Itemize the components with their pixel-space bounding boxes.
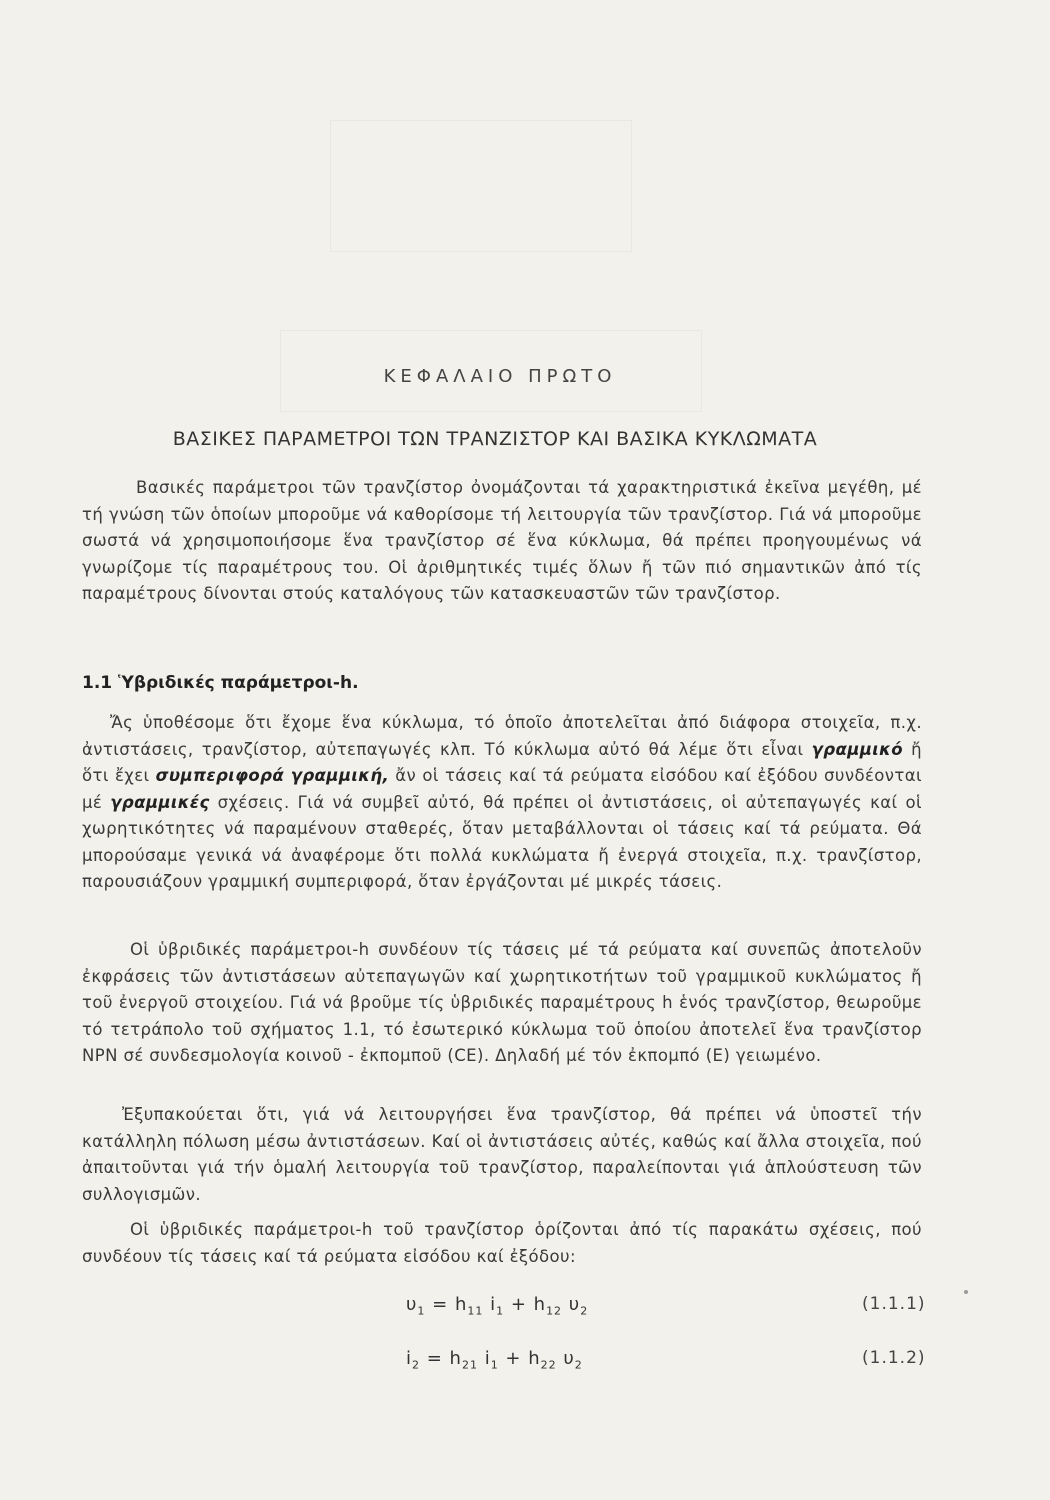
eq-subscript: 11: [467, 1304, 484, 1318]
intro-paragraph: Βασικές παράμετροι τῶν τρανζίστορ ὀνομάζονται τά χαρακτηριστικά ἐκεῖνα μεγέθη, μέ τή γνώση τῶν ὁποίων μποροῦμε νά καθορίσομε τή λειτουργία τῶν τρανζίστορ. Γιά νά μποροῦμε σωστά νά χρησιμοποιήσομε ἕνα τρανζίστορ σέ ἕνα κύκλωμα, θά πρέπει προηγουμένως νά γνωρίζομε τίς παραμέτρους του. Οἱ ἀριθμητικές τιμές ὅλων ἤ τῶν πιό σημαντικῶν ἀπό τίς παραμέτρους δίνονται στούς καταλόγους τῶν κατασκευαστῶν τῶν τρανζίστορ.: [82, 478, 922, 603]
eq-operator: +: [504, 1294, 534, 1315]
section-paragraph-3: Ἐξυπακούεται ὅτι, γιά νά λειτουργήσει ἕνα τρανζίστορ, θά πρέπει νά ὑποστεῖ τήν κατάλληλη πόλωση μέσω ἀντιστάσεων. Καί οἱ ἀντιστάσεις αὐτές, καθώς καί ἄλλα στοιχεῖα, πού ἀπαιτοῦνται γιά τήν ὁμαλή λειτουργία τοῦ τρανζίστορ, παραλείπονται γιά ἁπλούστευση τῶν συλλογισμῶν.: [82, 1105, 922, 1204]
eq-subscript: 21: [461, 1358, 478, 1372]
eq-symbol: i: [477, 1348, 491, 1369]
eq-subscript: 22: [540, 1358, 557, 1372]
eq-symbol: υ: [562, 1294, 581, 1315]
paragraph-text: σχέσεις. Γιά νά συμβεῖ αὐτό, θά πρέπει οἱ ἀντιστάσεις, οἱ αὐτεπαγωγές καί οἱ χωρητικότητες νά παραμένουν σταθερές, ὅταν μεταβάλλονται οἱ τάσεις καί τά ρεύματα. Θά μπορούσαμε γενικά νά ἀναφέρομε ὅτι πολλά κυκλώματα ἤ ἐνεργά στοιχεῖα, π.χ. τρανζίστορ, παρουσιάζουν γραμμική συμπεριφορά, ὅταν ἐργάζονται μέ μικρές τάσεις.: [82, 792, 922, 891]
eq-symbol: υ: [556, 1348, 575, 1369]
eq-subscript: 1: [490, 1358, 499, 1372]
emphasis-text: γραμμικό: [811, 739, 903, 759]
emphasis-text: γραμμικές: [110, 792, 210, 812]
paragraph-text: ἤ ὅτι ἔχει: [82, 739, 922, 785]
paragraph-text: Ἄς ὑποθέσομε ὅτι ἔχομε ἕνα κύκλωμα, τό ὁποῖο ἀποτελεῖται ἀπό διάφορα στοιχεῖα, π.χ. ἀντιστάσεις, τρανζίστορ, αὐτεπαγωγές κλπ. Τό κύκλωμα αὐτό θά λέμε ὅτι εἶναι: [82, 713, 922, 759]
eq-subscript: 2: [412, 1358, 421, 1372]
paragraph-text: ἄν οἱ τάσεις καί τά ρεύματα εἰσόδου καί ἐξόδου συνδέονται μέ: [82, 766, 922, 812]
eq-symbol: h: [533, 1294, 547, 1315]
equation-2: [406, 1348, 583, 1372]
show-through-artifact: [330, 120, 632, 252]
eq-symbol: h: [454, 1294, 468, 1315]
section-paragraph-4: Οἱ ὑβριδικές παράμετροι-h τοῦ τρανζίστορ ὁρίζονται ἀπό τίς παρακάτω σχέσεις, πού συνδέουν τίς τάσεις καί τά ρεύματα εἰσόδου καί ἐξόδου:: [82, 1220, 922, 1266]
eq-symbol: υ: [406, 1294, 418, 1315]
emphasis-text: συμπεριφορά γραμμική,: [155, 766, 390, 785]
eq-subscript: 2: [574, 1358, 583, 1372]
equation-number-2: (1.1.2): [862, 1348, 926, 1368]
section-paragraph-2: Οἱ ὑβριδικές παράμετροι-h συνδέουν τίς τάσεις μέ τά ρεύματα καί συνεπῶς ἀποτελοῦν ἐκφράσεις τῶν ἀντιστάσεων αὐτεπαγωγῶν καί χωρητικοτήτων τοῦ γραμμικοῦ κυκλώματος ἤ τοῦ ἐνεργοῦ στοιχείου. Γιά νά βροῦμε τίς ὑβριδικές παραμέτρους h ἑνός τρανζίστορ, θεωροῦμε τό τετράπολο τοῦ σχήματος 1.1, τό ἐσωτερικό κύκλωμα τοῦ ὁποίου ἀποτελεῖ ἕνα τρανζίστορ NPN σέ συνδεσμολογία κοινοῦ - ἐκπομποῦ (CE). Δηλαδή μέ τόν ἐκπομπό (E) γειωμένο.: [82, 940, 922, 1065]
eq-subscript: 1: [417, 1304, 426, 1318]
eq-symbol: i: [483, 1294, 497, 1315]
section-paragraph-1: [82, 710, 922, 896]
eq-symbol: i: [406, 1348, 413, 1369]
eq-subscript: 2: [580, 1304, 589, 1318]
chapter-label: ΚΕΦΑΛΑΙΟ ΠΡΩΤΟ: [383, 366, 617, 387]
section-heading: 1.1 Ὑβριδικές παράμετροι-h.: [82, 673, 359, 693]
eq-subscript: 1: [496, 1304, 505, 1318]
equation-1: [406, 1294, 588, 1318]
eq-symbol: h: [528, 1348, 541, 1369]
chapter-title: ΒΑΣΙΚΕΣ ΠΑΡΑΜΕΤΡΟΙ ΤΩΝ ΤΡΑΝΖΙΣΤΟΡ ΚΑΙ ΒΑΣΙΚΑ ΚΥΚΛΩΜΑΤΑ: [172, 428, 818, 450]
eq-subscript: 12: [546, 1304, 563, 1318]
eq-operator: =: [420, 1348, 450, 1369]
equation-number-1: (1.1.1): [862, 1294, 926, 1314]
eq-symbol: h: [449, 1348, 462, 1369]
eq-operator: =: [425, 1294, 455, 1315]
scan-speck: [964, 1290, 968, 1294]
eq-operator: +: [498, 1348, 529, 1369]
